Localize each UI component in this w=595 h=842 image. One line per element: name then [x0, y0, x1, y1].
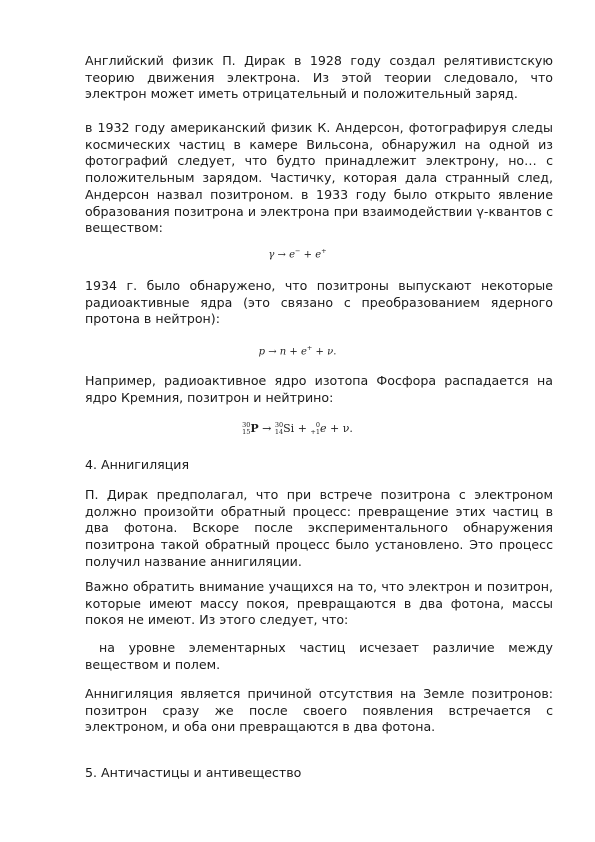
- paragraph-annihilation-earth: Аннигиляция является причиной отсутствия на Земле позитронов: позитрон сразу же после своего появления встречается с электроном, и оба они превращаются в два фотона.: [85, 686, 553, 735]
- formula-pair-production: γ → e− + e+: [268, 247, 327, 261]
- paragraph-phosphorus-example: Например, радиоактивное ядро изотопа Фосфора распадается на ядро Кремния, позитрон и нейтрино:: [85, 373, 553, 405]
- paragraph-rest-mass: Важно обратить внимание учащихся на то, что электрон и позитрон, которые имеют массу покоя, превращаются в два фотона, массы покоя не имеют. Из этого следует, что:: [85, 579, 553, 628]
- paragraph-positron-emitters: 1934 г. было обнаружено, что позитроны выпускают некоторые радиоактивные ядра (это связано с преобразованием ядерного протона в нейтрон):: [85, 278, 553, 327]
- section-heading-annihilation: 4. Аннигиляция: [85, 457, 190, 472]
- paragraph-dirac-theory: Английский физик П. Дирак в 1928 году создал релятивистскую теорию движения электрона. Из этой теории следовало, что электрон может иметь отрицательный и положительный заряд.: [85, 53, 553, 102]
- paragraph-dirac-annihilation: П. Дирак предполагал, что при встрече позитрона с электроном должно произойти обратный процесс: превращение этих частиц в два фотона. Вскоре после экспериментального обнаружения позитрона такой обратный процесс было установлено. Это процесс получил название аннигиляции.: [85, 487, 553, 569]
- formula-phosphorus-decay: 30 15P → 30 14Si + 0 +1e + ν.: [242, 421, 353, 436]
- paragraph-anderson-discovery: в 1932 году американский физик К. Андерсон, фотографируя следы космических частиц в камере Вильсона, обнаружил на одной из фотографий следует, что будто принадлежит электрону, но… с положительным зарядом. Частичку, которая дала странный след, Андерсон назвал позитроном. в 1933 году было открыто явление образования позитрона и электрона при взаимодействии γ-квантов с веществом:: [85, 120, 553, 236]
- formula-beta-plus: p → n + e+ + ν.: [258, 344, 337, 358]
- section-heading-antiparticles: 5. Античастицы и антивещество: [85, 765, 302, 780]
- paragraph-matter-field: на уровне элементарных частиц исчезает различие между веществом и полем.: [85, 640, 553, 672]
